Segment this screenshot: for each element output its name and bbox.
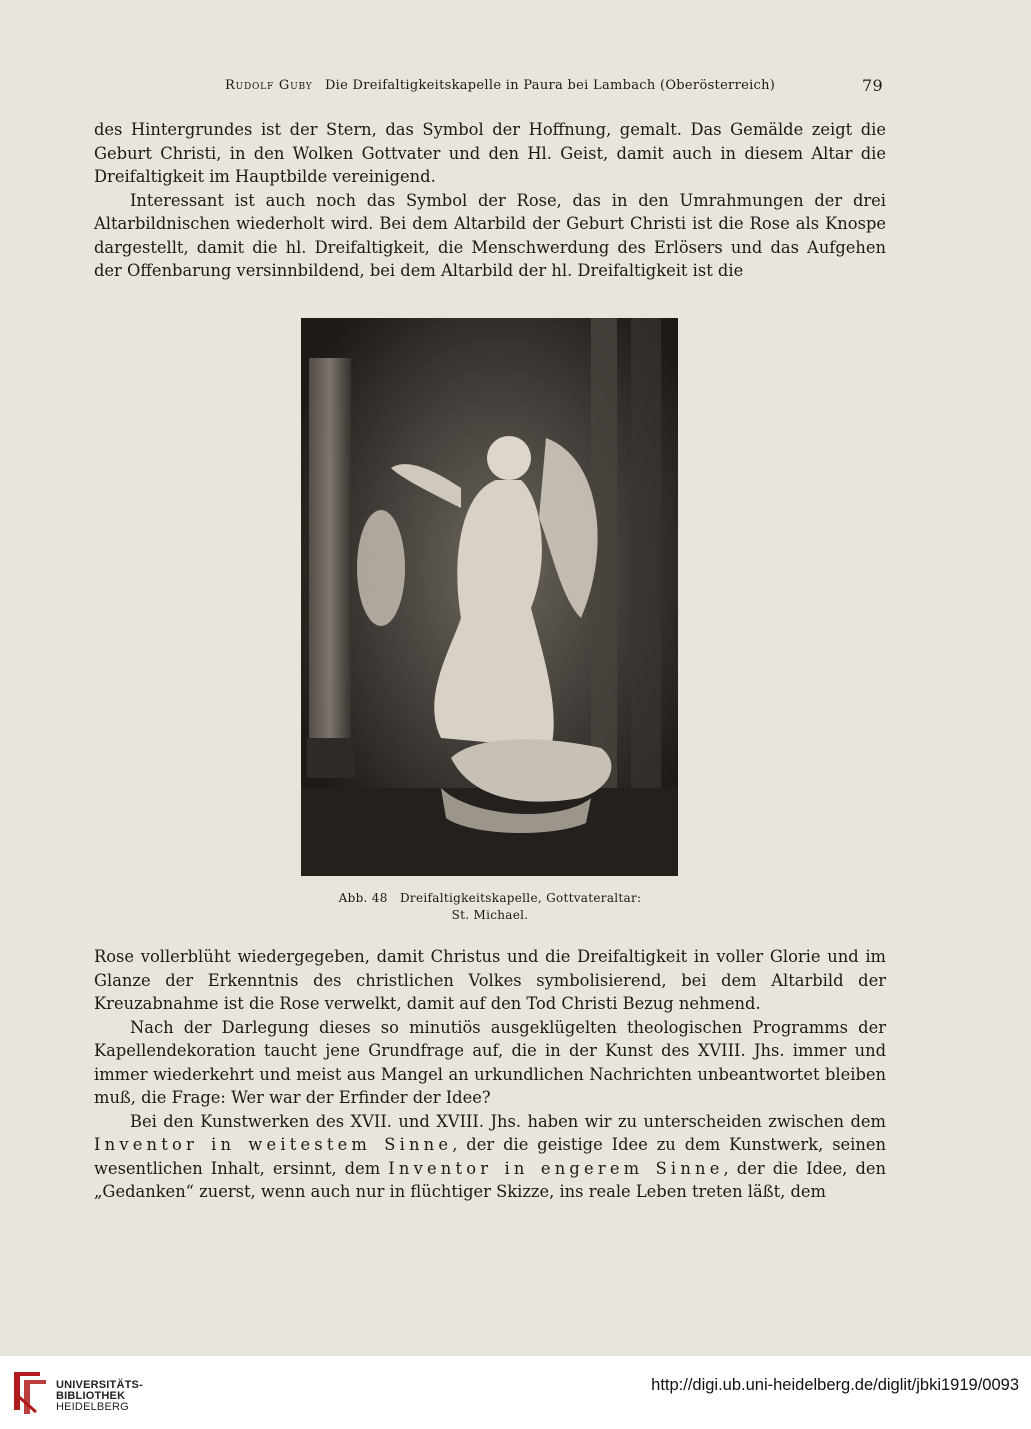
pillar-base	[307, 738, 355, 778]
statue-shield	[357, 510, 405, 626]
p5-part-c: , der die geistige Idee zu dem Kunstwerk, seinen wesentlichen Inhalt, ersinnt, dem	[94, 1135, 886, 1178]
paragraph-5	[94, 1110, 886, 1204]
library-logo-text	[56, 1380, 143, 1413]
paragraph-4: Nach der Darlegung dieses so minutiös ausgeklügelten theologischen Programms der Kapellendekoration taucht jene Grundfrage auf, die in der Kunst des XVIII. Jhs. immer und immer wiederkehrt und meist aus Mangel an urkundlichen Nachrichten unbeantwortet bleiben muß, die Frage: Wer war der Erfinder der Idee?	[94, 1017, 886, 1107]
library-footer	[0, 1356, 1031, 1429]
body-text-top	[94, 118, 886, 283]
body-text-bottom	[94, 945, 886, 1204]
figure-caption	[300, 890, 680, 924]
header-title: Die Dreifaltigkeitskapelle in Paura bei Lambach (Oberösterreich)	[324, 78, 776, 93]
header-title-line	[225, 78, 775, 93]
statue-photo-illustration	[301, 318, 678, 876]
running-header	[95, 76, 885, 100]
logo-line-2: BIBLIOTHEK	[56, 1390, 126, 1402]
paragraph-1: des Hintergrundes ist der Stern, das Symbol der Hoffnung, gemalt. Das Gemälde zeigt die Geburt Christi, in den Wolken Gottvater und den Hl. Geist, damit auch in diesem Altar die Dreifaltigkeit im Hauptbilde vereinigend.	[94, 120, 886, 186]
header-author: Rudolf Guby	[225, 78, 313, 93]
paragraph-2: Interessant ist auch noch das Symbol der Rose, das in den Umrahmungen der drei Altarbildnischen wiederholt wird. Bei dem Altarbild der Geburt Christi ist die Rose als Knospe dargestellt, damit die hl. Dreifaltigkeit, die Menschwerdung des Erlösers und das Aufgehen der Offenbarung versinnbildend, bei dem Altarbild der hl. Dreifaltigkeit ist die	[94, 190, 886, 280]
p5-part-e: , der die Idee, den „Gedanken“ zuerst, wenn auch nur in flüchtiger Skizze, ins reale Leben treten läßt, dem	[94, 1158, 886, 1201]
page-number: 79	[862, 76, 883, 95]
logo-line-3: HEIDELBERG	[56, 1401, 129, 1413]
statue-head	[487, 436, 531, 480]
permalink-url[interactable]: http://digi.ub.uni-heidelberg.de/diglit/jbki1919/0093	[651, 1376, 1019, 1394]
caption-line-2: St. Michael.	[451, 908, 529, 922]
logo-line-1: UNIVERSITÄTS-	[56, 1379, 143, 1391]
left-pillar	[309, 358, 351, 778]
library-logo[interactable]	[10, 1366, 150, 1418]
p5-spaced-term-1: Inventor in weitestem Sinne	[94, 1135, 453, 1154]
p5-part-a: Bei den Kunstwerken des XVII. und XVIII. Jhs. haben wir zu unterscheiden zwischen dem	[130, 1111, 886, 1131]
p5-spaced-term-2: Inventor in engerem Sinne	[388, 1158, 724, 1178]
figure-photo-st-michael	[301, 318, 678, 876]
library-logo-mark-icon	[10, 1366, 50, 1418]
caption-line-1: Abb. 48 Dreifaltigkeitskapelle, Gottvateraltar:	[338, 891, 642, 905]
paragraph-3: Rose vollerblüht wiedergegeben, damit Christus und die Dreifaltigkeit in voller Glorie und im Glanze der Erkenntnis des christlichen Volkes symbolisierend, bei dem Altarbild der Kreuzabnahme ist die Rose verwelkt, damit auf den Tod Christi Bezug nehmend.	[94, 947, 886, 1013]
